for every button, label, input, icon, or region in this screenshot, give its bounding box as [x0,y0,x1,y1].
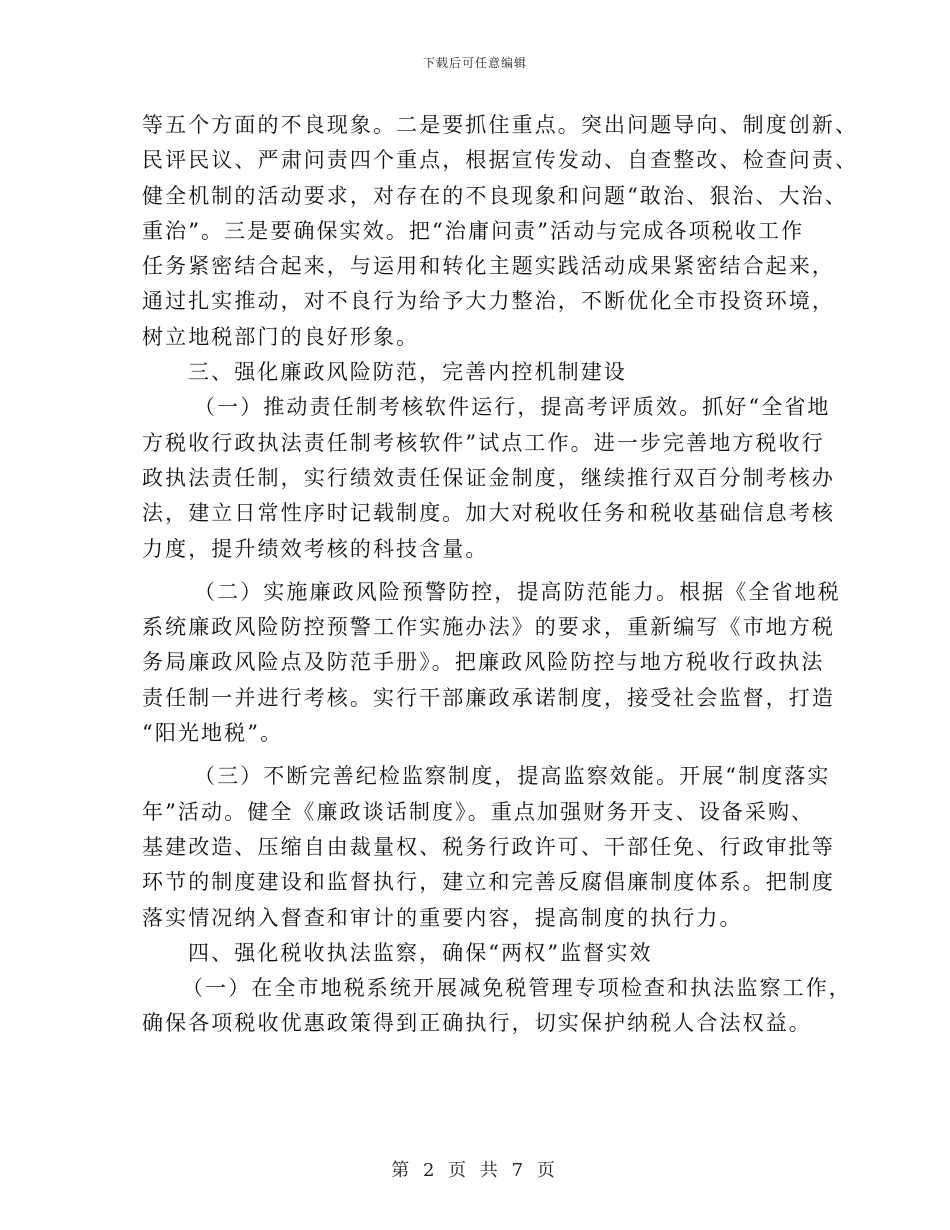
paragraph-line: 民评民议、严肃问责四个重点，根据宣传发动、自查整改、检查问责、 [142,148,859,173]
paragraph-line: 务局廉政风险点及防范手册》。把廉政风险防控与地方税收行政执法 [142,650,825,675]
paragraph-line: 责任制一并进行考核。实行干部廉政承诺制度，接受社会监督，打造 [142,685,835,710]
document-body [142,108,859,1042]
paragraph-line: 政执法责任制，实行绩效责任保证金制度，继续推行双百分制考核办 [142,465,835,490]
paragraph-line: “阳光地税”。 [142,721,284,746]
paragraph-line: 重治”。三是要确保实效。把“治庸问责”活动与完成各项税收工作 [142,218,805,243]
page-footer: 第 2 页 共 7 页 [391,1160,559,1181]
paragraph-line: 通过扎实推动，对不良行为给予大力整治，不断优化全市投资环境， [142,289,835,314]
section-heading: 四、强化税收执法监察，确保“两权”监督实效 [188,940,653,965]
paragraph-line: （二）实施廉政风险预警防控，提高防范能力。根据《全省地税 [194,579,841,604]
paragraph-line: 健全机制的活动要求，对存在的不良现象和问题“敢治、狠治、大治、 [142,183,848,208]
paragraph-line: 年”活动。健全《廉政谈话制度》。重点加强财务开支、设备采购、 [142,799,815,824]
paragraph-line: （一）推动责任制考核软件运行，提高考评质效。抓好“全省地 [194,395,831,420]
section-heading: 三、强化廉政风险防范，完善内控机制建设 [188,360,627,385]
paragraph-line: 系统廉政风险防控预警工作实施办法》的要求，重新编写《市地方税 [142,615,835,640]
paragraph-line: 方税收行政执法责任制考核软件”试点工作。进一步完善地方税收行 [142,430,825,455]
paragraph-line: 确保各项税收优惠政策得到正确执行，切实保护纳税人合法权益。 [142,1011,812,1036]
paragraph-line: 树立地税部门的良好形象。 [142,324,420,349]
paragraph-line: 任务紧密结合起来，与运用和转化主题实践活动成果紧密结合起来， [142,254,835,279]
paragraph-line: 落实情况纳入督查和审计的重要内容，提高制度的执行力。 [142,905,743,930]
paragraph-line: 基建改造、压缩自由裁量权、税务行政许可、干部任免、行政审批等 [142,834,835,859]
paragraph-line: 法，建立日常性序时记载制度。加大对税收任务和税收基础信息考核 [142,501,835,526]
page-header: 下载后可任意编辑 [422,56,527,70]
paragraph-line: 力度，提升绩效考核的科技含量。 [142,536,489,561]
paragraph-line: （一）在全市地税系统开展减免税管理专项检查和执法监察工作， [182,976,852,1001]
paragraph-line: 等五个方面的不良现象。二是要抓住重点。突出问题导向、制度创新、 [142,113,859,137]
paragraph-line: 环节的制度建设和监督执行，建立和完善反腐倡廉制度体系。把制度 [142,870,835,895]
paragraph-line: （三）不断完善纪检监察制度，提高监察效能。开展“制度落实 [194,764,831,789]
